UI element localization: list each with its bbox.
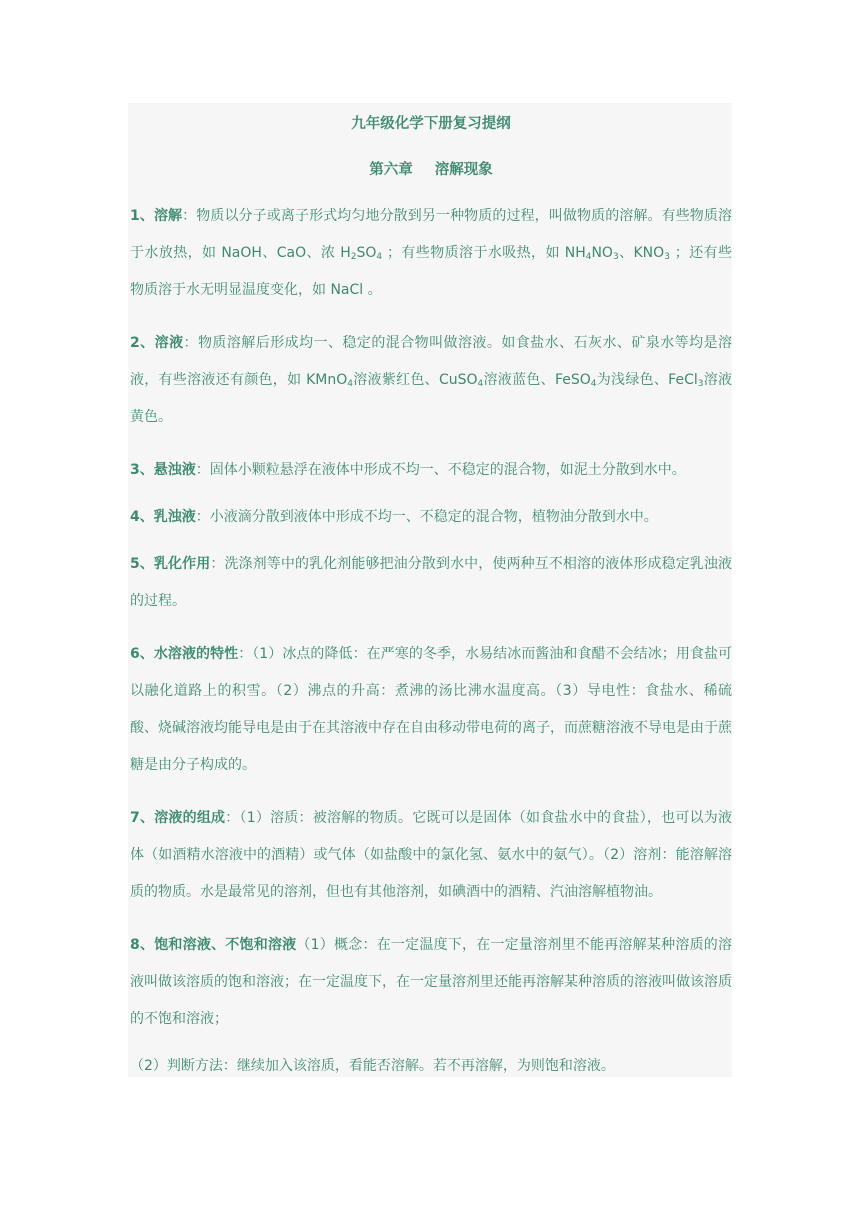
section-5-paragraph <box>130 546 732 620</box>
formula-h2so4: $H_2SO_4$ <box>340 245 383 262</box>
section-heading: 溶液 <box>154 335 184 351</box>
section-8-paragraph <box>130 927 732 1038</box>
section-text: ；有些物质溶于水吸热，如 <box>382 245 565 261</box>
formula-kmno4: KMnO$_4$ <box>306 372 353 389</box>
section-text: ）判断方法：继续加入该溶质，看能否溶解。若不再溶解，为则饱和溶液。 <box>152 1058 615 1074</box>
formula-nacl: NaCl <box>330 282 364 298</box>
section-text: ：物质以分子或离子形式均匀地分散到另一种物质的过程，叫做物质的溶解。有些物质溶于水放热，如 <box>130 208 732 261</box>
section-text: 为浅绿色、 <box>596 372 669 388</box>
section-text: 溶液紫红色、 <box>352 372 439 388</box>
section-text: 。 <box>363 282 382 298</box>
section-text: （ <box>296 937 311 953</box>
section-heading: 饱和溶液、不饱和溶液 <box>154 937 297 953</box>
chapter-number: 第六章 <box>369 161 413 178</box>
section-7-paragraph <box>130 800 732 911</box>
section-text: 溶液黄色。 <box>130 372 733 425</box>
section-number: 5、 <box>130 556 154 572</box>
item-number: 2 <box>144 1058 153 1074</box>
formula-naoh-cao: NaOH、CaO <box>221 245 307 261</box>
section-text: ：固体小颗粒悬浮在液体中形成不均一、不稳定的混合物，如泥土分散到水中。 <box>195 462 686 478</box>
section-number: 4、 <box>130 509 154 525</box>
section-text: ：洗涤剂等中的乳化剂能够把油分散到水中，使两种互不相溶的液体形成稳定乳浊液的过程。 <box>130 556 732 609</box>
section-text: （ <box>130 1058 144 1074</box>
section-text: ；还有些物质溶于水无明显温度变化，如 <box>130 245 733 298</box>
section-heading: 溶解 <box>153 208 183 224</box>
section-2-paragraph <box>130 325 732 436</box>
section-heading: 水溶液的特性 <box>153 646 239 662</box>
document-title: 九年级化学下册复习提纲 <box>351 115 511 132</box>
section-text: ）沸点的升高：煮沸的汤比沸水温度高。（ <box>292 683 563 699</box>
section-text: 、浓 <box>306 245 341 261</box>
section-6-paragraph <box>130 636 732 784</box>
section-8-judgement-paragraph <box>130 1048 732 1085</box>
section-number: 3、 <box>130 462 154 478</box>
section-heading: 溶液的组成 <box>154 810 226 826</box>
formula-cuso4: CuSO$_4$ <box>438 372 484 389</box>
chapter-heading <box>130 158 732 182</box>
section-text: ）溶剂：能溶解溶质的物质。水是最常见的溶剂，但也有其他溶剂，如碘酒中的酒精、汽油溶解植物油。 <box>130 847 733 900</box>
section-3-paragraph <box>130 452 732 489</box>
item-number: 1 <box>259 646 269 662</box>
section-heading: 乳浊液 <box>153 509 196 525</box>
formula-nh4no3-kno3: $NH_4NO_3$、$KNO_3$ <box>564 245 670 262</box>
section-text: ）概念：在一定温度下，在一定量溶剂里不能再溶解某种溶质的溶液叫做该溶质的饱和溶液；在一定温度下，在一定量溶剂里还能再溶解某种溶质的溶液叫做该溶质的不饱和溶液； <box>130 937 733 1027</box>
item-number: 1 <box>246 810 256 826</box>
item-number: 2 <box>610 847 620 863</box>
section-number: 6、 <box>130 646 154 662</box>
item-number: 3 <box>562 683 572 699</box>
document-body <box>130 112 732 1085</box>
section-text: ）溶质：被溶解的物质。它既可以是固体（如食盐水中的食盐），也可以为液体（如酒精水溶液中的酒精）或气体（如盐酸中的氯化氢、氨水中的氨气）。（ <box>130 810 733 863</box>
formula-feso4: FeSO$_4$ <box>554 372 597 389</box>
item-number: 2 <box>283 683 293 699</box>
section-text: ：（ <box>238 646 260 662</box>
section-heading: 乳化作用 <box>153 556 211 572</box>
section-number: 7、 <box>130 810 155 826</box>
formula-fecl3: FeCl$_3$ <box>668 372 704 389</box>
section-text: ）冰点的降低：在严寒的冬季，水易结冰而酱油和食醋不会结冰；用食盐可以融化道路上的积雪。（ <box>130 646 733 699</box>
section-1-paragraph <box>130 198 732 309</box>
section-number: 1、 <box>130 208 154 224</box>
chapter-name: 溶解现象 <box>434 161 493 178</box>
section-heading: 悬浊液 <box>153 462 196 478</box>
section-text: ：（ <box>225 810 247 826</box>
section-number: 2、 <box>130 335 155 351</box>
section-text: 溶液蓝色、 <box>483 372 555 388</box>
section-text: ）导电性：食盐水、稀硫酸、烧碱溶液均能导电是由于在其溶液中存在自由移动带电荷的离子，而蔗糖溶液不导电是由于蔗糖是由分子构成的。 <box>130 683 733 773</box>
section-number: 8、 <box>130 937 155 953</box>
item-number: 1 <box>310 937 320 953</box>
section-text: ：小液滴分散到液体中形成不均一、不稳定的混合物，植物油分散到水中。 <box>195 509 658 525</box>
section-4-paragraph <box>130 499 732 536</box>
section-text: ：物质溶解后形成均一、稳定的混合物叫做溶液。如食盐水、石灰水、矿泉水等均是溶液，有些溶液还有颜色，如 <box>130 335 732 388</box>
